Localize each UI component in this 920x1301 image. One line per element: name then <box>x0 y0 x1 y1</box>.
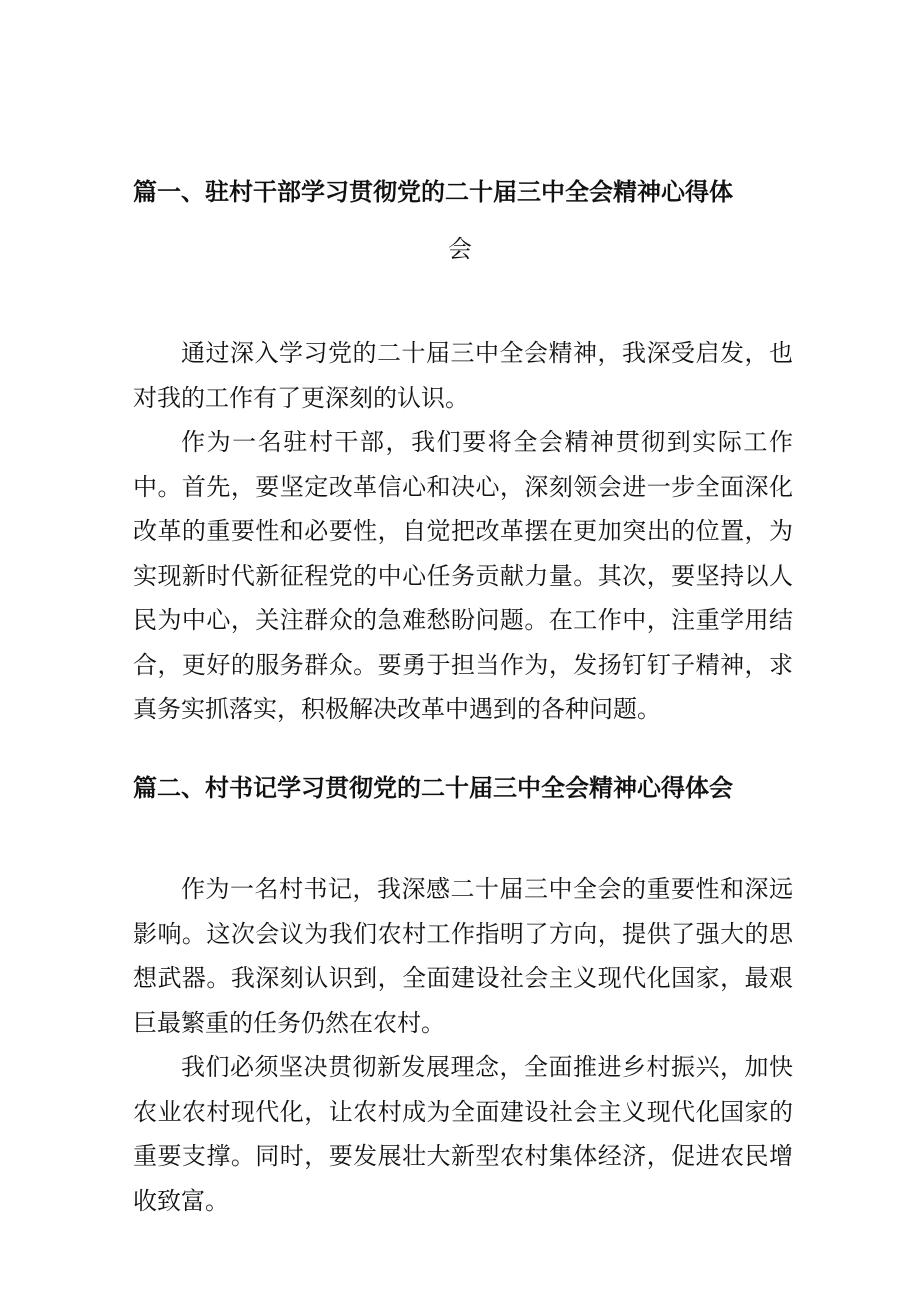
section1-heading: 篇一、驻村干部学习贯彻党的二十届三中全会精神心得体 <box>133 178 733 206</box>
section2-heading: 篇二、村书记学习贯彻党的二十届三中全会精神心得体会 <box>133 774 733 802</box>
section2-paragraph-2: 我们必须坚决贯彻新发展理念，全面推进乡村振兴，加快农业农村现代化，让农村成为全面建设社会主义现代化国家的重要支撑。同时，要发展壮大新型农村集体经济，促进农民增收致富。 <box>133 1053 793 1215</box>
section1-paragraph-2: 作为一名驻村干部，我们要将全会精神贯彻到实际工作中。首先，要坚定改革信心和决心，深刻领会进一步全面深化改革的重要性和必要性，自觉把改革摆在更加突出的位置，为实现新时代新征程党的中心任务贡献力量。其次，要坚持以人民为中心，关注群众的急难愁盼问题。在工作中，注重学用结合，更好的服务群众。要勇于担当作为，发扬钉钉子精神，求真务实抓落实，积极解决改革中遇到的各种问题。 <box>133 428 793 723</box>
section1-paragraph-1: 通过深入学习党的二十届三中全会精神，我深受启发，也对我的工作有了更深刻的认识。 <box>133 339 793 412</box>
section1-heading-continuation: 会 <box>448 235 472 263</box>
section2-paragraph-1: 作为一名村书记，我深感二十届三中全会的重要性和深远影响。这次会议为我们农村工作指明了方向，提供了强大的思想武器。我深刻认识到，全面建设社会主义现代化国家，最艰巨最繁重的任务仍然在农村。 <box>133 875 793 1037</box>
